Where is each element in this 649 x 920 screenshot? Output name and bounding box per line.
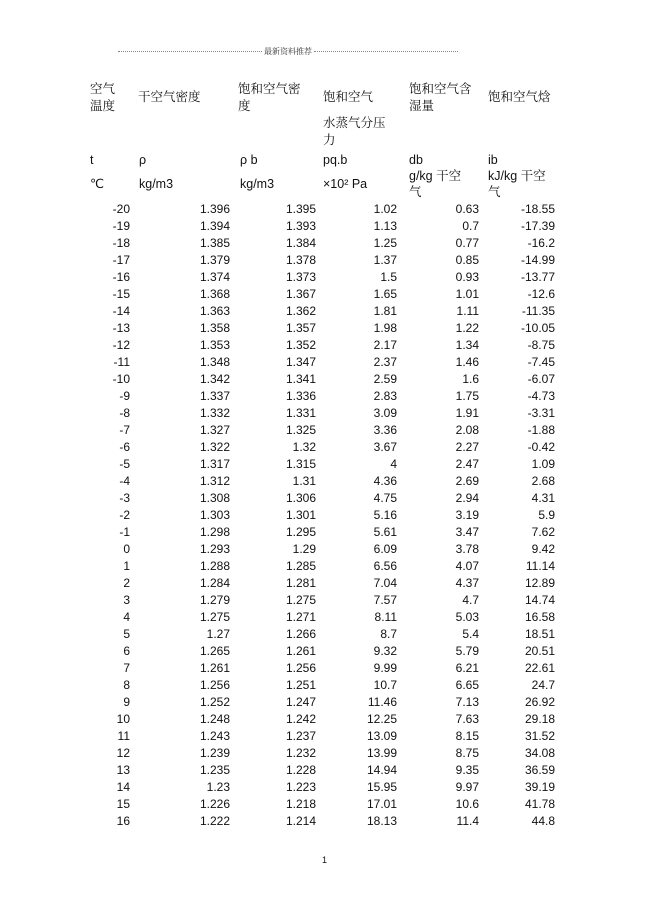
moisture-cell: 2.27 xyxy=(455,440,479,454)
enthalpy-cell: 5.9 xyxy=(538,508,555,522)
table-row xyxy=(0,388,649,405)
sat-density-cell: 1.32 xyxy=(292,440,316,454)
moisture-cell: 4.7 xyxy=(462,593,479,607)
temperature-cell: -15 xyxy=(112,287,130,301)
enthalpy-cell: 16.58 xyxy=(524,610,555,624)
temperature-cell: -8 xyxy=(119,406,130,420)
table-row xyxy=(0,303,649,320)
dry-density-cell: 1.252 xyxy=(199,695,230,709)
vapor-pressure-cell: 1.25 xyxy=(373,236,397,250)
sat-density-cell: 1.384 xyxy=(285,236,316,250)
symbol-rho: ρ xyxy=(139,153,147,167)
sat-density-cell: 1.247 xyxy=(285,695,316,709)
vapor-pressure-cell: 9.99 xyxy=(373,661,397,675)
dry-density-cell: 1.379 xyxy=(199,253,230,267)
table-row xyxy=(0,405,649,422)
vapor-pressure-cell: 1.13 xyxy=(373,219,397,233)
temperature-cell: 5 xyxy=(123,627,130,641)
temperature-cell: -20 xyxy=(112,202,130,216)
temperature-cell: -7 xyxy=(119,423,130,437)
dry-density-cell: 1.298 xyxy=(199,525,230,539)
table-row xyxy=(0,524,649,541)
enthalpy-cell: -7.45 xyxy=(527,355,555,369)
temperature-cell: 7 xyxy=(123,661,130,675)
moisture-cell: 1.75 xyxy=(455,389,479,403)
temperature-cell: 11 xyxy=(117,729,130,743)
vapor-pressure-cell: 6.09 xyxy=(373,542,397,556)
sat-density-cell: 1.237 xyxy=(285,729,316,743)
vapor-pressure-cell: 18.13 xyxy=(366,814,397,828)
sat-density-cell: 1.251 xyxy=(285,678,316,692)
table-row xyxy=(0,371,649,388)
enthalpy-cell: 36.59 xyxy=(524,763,555,777)
table-row xyxy=(0,762,649,779)
temperature-cell: -18 xyxy=(112,236,130,250)
data-table-body xyxy=(0,201,649,830)
temperature-cell: 8 xyxy=(123,678,130,692)
vapor-pressure-cell: 7.04 xyxy=(373,576,397,590)
vapor-pressure-cell: 1.02 xyxy=(373,202,397,216)
header-dots-left xyxy=(118,51,262,52)
table-row xyxy=(0,677,649,694)
temperature-cell: 13 xyxy=(116,763,130,777)
enthalpy-cell: 2.68 xyxy=(531,474,555,488)
sat-density-cell: 1.295 xyxy=(285,525,316,539)
enthalpy-cell: -16.2 xyxy=(527,236,555,250)
vapor-pressure-cell: 8.7 xyxy=(380,627,397,641)
sat-density-cell: 1.218 xyxy=(285,797,316,811)
enthalpy-cell: -6.07 xyxy=(527,372,555,386)
table-row xyxy=(0,643,649,660)
enthalpy-cell: 26.92 xyxy=(524,695,555,709)
moisture-cell: 0.63 xyxy=(455,202,479,216)
dry-density-cell: 1.226 xyxy=(199,797,230,811)
enthalpy-cell: 12.89 xyxy=(524,576,555,590)
dry-density-cell: 1.396 xyxy=(199,202,230,216)
enthalpy-cell: 1.09 xyxy=(531,457,555,471)
sat-density-cell: 1.325 xyxy=(285,423,316,437)
enthalpy-cell: -14.99 xyxy=(520,253,555,267)
moisture-cell: 1.22 xyxy=(455,321,479,335)
dry-density-cell: 1.348 xyxy=(199,355,230,369)
sat-density-cell: 1.261 xyxy=(285,644,316,658)
dry-density-cell: 1.239 xyxy=(199,746,230,760)
sat-density-cell: 1.306 xyxy=(285,491,316,505)
dry-density-cell: 1.303 xyxy=(199,508,230,522)
temperature-cell: 12 xyxy=(116,746,130,760)
sat-density-cell: 1.223 xyxy=(285,780,316,794)
table-row xyxy=(0,252,649,269)
vapor-pressure-cell: 1.98 xyxy=(373,321,397,335)
moisture-cell: 3.19 xyxy=(455,508,479,522)
sat-density-cell: 1.285 xyxy=(285,559,316,573)
dry-density-cell: 1.368 xyxy=(199,287,230,301)
dry-density-cell: 1.275 xyxy=(199,610,230,624)
enthalpy-cell: 18.51 xyxy=(524,627,555,641)
header-saturated-enthalpy: 饱和空气焓 xyxy=(488,90,551,104)
enthalpy-cell: -12.6 xyxy=(527,287,555,301)
table-row xyxy=(0,218,649,235)
enthalpy-cell: 4.31 xyxy=(531,491,555,505)
enthalpy-cell: -18.55 xyxy=(520,202,555,216)
dry-density-cell: 1.374 xyxy=(199,270,230,284)
moisture-cell: 9.35 xyxy=(455,763,479,777)
vapor-pressure-cell: 3.36 xyxy=(373,423,397,437)
temperature-cell: 16 xyxy=(116,814,130,828)
temperature-cell: -10 xyxy=(112,372,130,386)
sat-density-cell: 1.352 xyxy=(285,338,316,352)
enthalpy-cell: 20.51 xyxy=(524,644,555,658)
vapor-pressure-cell: 2.37 xyxy=(373,355,397,369)
dry-density-cell: 1.363 xyxy=(199,304,230,318)
dry-density-cell: 1.312 xyxy=(199,474,230,488)
enthalpy-cell: -4.73 xyxy=(527,389,555,403)
temperature-cell: 6 xyxy=(123,644,130,658)
dry-density-cell: 1.23 xyxy=(206,780,230,794)
dry-density-cell: 1.279 xyxy=(199,593,230,607)
vapor-pressure-cell: 2.17 xyxy=(373,338,397,352)
dry-density-cell: 1.288 xyxy=(199,559,230,573)
temperature-cell: 10 xyxy=(116,712,130,726)
moisture-cell: 2.08 xyxy=(455,423,479,437)
moisture-cell: 9.97 xyxy=(455,780,479,794)
unit-kg-m3-sat: kg/m3 xyxy=(240,177,275,191)
moisture-cell: 2.47 xyxy=(455,457,479,471)
temperature-cell: 3 xyxy=(123,593,130,607)
moisture-cell: 10.6 xyxy=(455,797,479,811)
vapor-pressure-cell: 2.83 xyxy=(373,389,397,403)
table-row xyxy=(0,439,649,456)
table-row xyxy=(0,473,649,490)
page-number: 1 xyxy=(321,855,327,865)
sat-density-cell: 1.266 xyxy=(285,627,316,641)
vapor-pressure-cell: 3.09 xyxy=(373,406,397,420)
dry-density-cell: 1.394 xyxy=(199,219,230,233)
vapor-pressure-cell: 6.56 xyxy=(373,559,397,573)
symbol-t: t xyxy=(90,153,94,167)
table-row xyxy=(0,558,649,575)
enthalpy-cell: -3.31 xyxy=(527,406,555,420)
temperature-cell: -14 xyxy=(112,304,130,318)
moisture-cell: 2.94 xyxy=(455,491,479,505)
enthalpy-cell: 14.74 xyxy=(524,593,555,607)
sat-density-cell: 1.336 xyxy=(285,389,316,403)
vapor-pressure-cell: 1.5 xyxy=(380,270,397,284)
table-row xyxy=(0,490,649,507)
vapor-pressure-cell: 11.46 xyxy=(367,695,397,709)
vapor-pressure-cell: 12.25 xyxy=(366,712,397,726)
dry-density-cell: 1.261 xyxy=(199,661,230,675)
table-row xyxy=(0,354,649,371)
dry-density-cell: 1.256 xyxy=(199,678,230,692)
table-row xyxy=(0,320,649,337)
sat-density-cell: 1.242 xyxy=(285,712,316,726)
temperature-cell: -1 xyxy=(119,525,130,539)
sat-density-cell: 1.31 xyxy=(292,474,316,488)
header-saturated-air-density: 饱和空气密 度 xyxy=(238,82,301,113)
dry-density-cell: 1.243 xyxy=(199,729,230,743)
sat-density-cell: 1.362 xyxy=(285,304,316,318)
sat-density-cell: 1.315 xyxy=(285,457,316,471)
moisture-cell: 7.63 xyxy=(455,712,479,726)
temperature-cell: -5 xyxy=(119,457,130,471)
temperature-cell: -9 xyxy=(119,389,130,403)
vapor-pressure-cell: 10.7 xyxy=(373,678,397,692)
vapor-pressure-cell: 17.01 xyxy=(366,797,397,811)
unit-pressure: ×10² Pa xyxy=(323,177,368,191)
sat-density-cell: 1.301 xyxy=(285,508,316,522)
moisture-cell: 5.4 xyxy=(462,627,479,641)
moisture-cell: 6.65 xyxy=(455,678,479,692)
sat-density-cell: 1.275 xyxy=(285,593,316,607)
page-header xyxy=(118,44,458,58)
table-row xyxy=(0,235,649,252)
sat-density-cell: 1.214 xyxy=(285,814,316,828)
table-row xyxy=(0,201,649,218)
sat-density-cell: 1.256 xyxy=(285,661,316,675)
vapor-pressure-cell: 4 xyxy=(390,457,397,471)
moisture-cell: 3.78 xyxy=(455,542,479,556)
table-row xyxy=(0,269,649,286)
temperature-cell: -3 xyxy=(119,491,130,505)
table-row xyxy=(0,796,649,813)
temperature-cell: 1 xyxy=(123,559,130,573)
symbol-rho-b: ρ b xyxy=(240,153,258,167)
sat-density-cell: 1.228 xyxy=(285,763,316,777)
dry-density-cell: 1.353 xyxy=(199,338,230,352)
table-row xyxy=(0,660,649,677)
page-header-text: 最新资料推荐 xyxy=(264,46,312,56)
temperature-cell: -16 xyxy=(112,270,130,284)
moisture-cell: 6.21 xyxy=(455,661,479,675)
unit-kg-m3: kg/m3 xyxy=(139,177,174,191)
symbol-ib: ib xyxy=(488,153,498,167)
unit-kj-per-kg: kJ/kg 干空 气 xyxy=(488,169,546,199)
temperature-cell: -6 xyxy=(119,440,130,454)
temperature-cell: -11 xyxy=(113,355,130,369)
sat-density-cell: 1.395 xyxy=(285,202,316,216)
moisture-cell: 5.03 xyxy=(455,610,479,624)
header-air-temperature: 空气 温度 xyxy=(90,82,116,113)
header-dots-right xyxy=(314,51,458,52)
moisture-cell: 1.01 xyxy=(455,287,479,301)
sat-density-cell: 1.367 xyxy=(285,287,316,301)
vapor-pressure-cell: 8.11 xyxy=(374,610,397,624)
enthalpy-cell: 9.42 xyxy=(531,542,555,556)
sat-density-cell: 1.378 xyxy=(285,253,316,267)
symbol-db: db xyxy=(409,153,423,167)
table-row xyxy=(0,592,649,609)
sat-density-cell: 1.232 xyxy=(285,746,316,760)
moisture-cell: 0.93 xyxy=(455,270,479,284)
temperature-cell: -19 xyxy=(112,219,130,233)
moisture-cell: 0.7 xyxy=(462,219,479,233)
dry-density-cell: 1.317 xyxy=(199,457,230,471)
enthalpy-cell: -13.77 xyxy=(520,270,555,284)
sat-density-cell: 1.341 xyxy=(285,372,316,386)
table-row xyxy=(0,456,649,473)
dry-density-cell: 1.342 xyxy=(199,372,230,386)
enthalpy-cell: -8.75 xyxy=(527,338,555,352)
vapor-pressure-cell: 1.81 xyxy=(373,304,397,318)
moisture-cell: 11.4 xyxy=(456,814,479,828)
temperature-cell: 9 xyxy=(123,695,130,709)
table-row xyxy=(0,507,649,524)
vapor-pressure-cell: 7.57 xyxy=(373,593,397,607)
sat-density-cell: 1.347 xyxy=(285,355,316,369)
enthalpy-cell: 24.7 xyxy=(531,678,555,692)
enthalpy-cell: -0.42 xyxy=(527,440,555,454)
unit-celsius: ℃ xyxy=(90,177,105,191)
vapor-pressure-cell: 5.61 xyxy=(373,525,397,539)
moisture-cell: 1.91 xyxy=(455,406,479,420)
moisture-cell: 2.69 xyxy=(455,474,479,488)
temperature-cell: -13 xyxy=(112,321,130,335)
sat-density-cell: 1.331 xyxy=(285,406,316,420)
moisture-cell: 0.85 xyxy=(455,253,479,267)
enthalpy-cell: 11.14 xyxy=(525,559,555,573)
enthalpy-cell: 34.08 xyxy=(524,746,555,760)
dry-density-cell: 1.327 xyxy=(199,423,230,437)
enthalpy-cell: 39.19 xyxy=(524,780,555,794)
vapor-pressure-cell: 14.94 xyxy=(366,763,397,777)
temperature-cell: -2 xyxy=(119,508,130,522)
temperature-cell: 4 xyxy=(123,610,130,624)
sat-density-cell: 1.373 xyxy=(285,270,316,284)
sat-density-cell: 1.271 xyxy=(285,610,316,624)
moisture-cell: 4.37 xyxy=(455,576,479,590)
temperature-cell: 0 xyxy=(123,542,130,556)
unit-g-per-kg: g/kg 干空 气 xyxy=(409,169,462,199)
enthalpy-cell: 44.8 xyxy=(531,814,555,828)
dry-density-cell: 1.27 xyxy=(206,627,230,641)
temperature-cell: 14 xyxy=(116,780,130,794)
temperature-cell: -4 xyxy=(119,474,130,488)
vapor-pressure-cell: 5.16 xyxy=(373,508,397,522)
temperature-cell: -12 xyxy=(112,338,130,352)
dry-density-cell: 1.235 xyxy=(199,763,230,777)
sat-density-cell: 1.357 xyxy=(285,321,316,335)
enthalpy-cell: -11.35 xyxy=(521,304,555,318)
dry-density-cell: 1.337 xyxy=(199,389,230,403)
moisture-cell: 3.47 xyxy=(455,525,479,539)
vapor-pressure-cell: 4.36 xyxy=(373,474,397,488)
vapor-pressure-cell: 15.95 xyxy=(366,780,397,794)
table-row xyxy=(0,745,649,762)
header-saturated-air: 饱和空气 xyxy=(323,90,374,104)
table-row xyxy=(0,541,649,558)
table-row xyxy=(0,609,649,626)
sat-density-cell: 1.393 xyxy=(285,219,316,233)
table-row xyxy=(0,337,649,354)
enthalpy-cell: -17.39 xyxy=(520,219,555,233)
enthalpy-cell: 31.52 xyxy=(524,729,555,743)
table-row xyxy=(0,728,649,745)
dry-density-cell: 1.322 xyxy=(199,440,230,454)
enthalpy-cell: 41.78 xyxy=(524,797,555,811)
moisture-cell: 1.46 xyxy=(455,355,479,369)
moisture-cell: 7.13 xyxy=(455,695,479,709)
moisture-cell: 8.15 xyxy=(455,729,479,743)
dry-density-cell: 1.265 xyxy=(199,644,230,658)
symbol-pqb: pq.b xyxy=(323,153,348,167)
table-row xyxy=(0,575,649,592)
vapor-pressure-cell: 9.32 xyxy=(373,644,397,658)
table-row xyxy=(0,694,649,711)
dry-density-cell: 1.332 xyxy=(199,406,230,420)
table-row xyxy=(0,626,649,643)
vapor-pressure-cell: 13.99 xyxy=(366,746,397,760)
table-row xyxy=(0,711,649,728)
dry-density-cell: 1.248 xyxy=(199,712,230,726)
enthalpy-cell: 22.61 xyxy=(524,661,555,675)
moisture-cell: 4.07 xyxy=(455,559,479,573)
moisture-cell: 1.34 xyxy=(455,338,479,352)
temperature-cell: 15 xyxy=(116,797,130,811)
moisture-cell: 0.77 xyxy=(455,236,479,250)
dry-density-cell: 1.293 xyxy=(199,542,230,556)
enthalpy-cell: -1.88 xyxy=(527,423,555,437)
dry-density-cell: 1.222 xyxy=(199,814,230,828)
moisture-cell: 5.79 xyxy=(455,644,479,658)
table-row xyxy=(0,779,649,796)
dry-density-cell: 1.385 xyxy=(199,236,230,250)
vapor-pressure-cell: 1.65 xyxy=(373,287,397,301)
temperature-cell: -17 xyxy=(112,253,130,267)
dry-density-cell: 1.284 xyxy=(199,576,230,590)
vapor-pressure-cell: 1.37 xyxy=(373,253,397,267)
dry-density-cell: 1.358 xyxy=(199,321,230,335)
header-dry-air-density: 干空气密度 xyxy=(138,90,201,104)
moisture-cell: 8.75 xyxy=(455,746,479,760)
enthalpy-cell: -10.05 xyxy=(520,321,555,335)
vapor-pressure-cell: 13.09 xyxy=(366,729,397,743)
vapor-pressure-cell: 3.67 xyxy=(373,440,397,454)
enthalpy-cell: 7.62 xyxy=(531,525,555,539)
header-vapor-partial-pressure: 水蒸气分压 力 xyxy=(323,116,386,147)
enthalpy-cell: 29.18 xyxy=(524,712,555,726)
moisture-cell: 1.11 xyxy=(456,304,479,318)
header-moisture-content: 饱和空气含 湿量 xyxy=(409,82,472,113)
vapor-pressure-cell: 2.59 xyxy=(373,372,397,386)
table-row xyxy=(0,422,649,439)
moisture-cell: 1.6 xyxy=(462,372,479,386)
temperature-cell: 2 xyxy=(123,576,130,590)
sat-density-cell: 1.29 xyxy=(292,542,316,556)
table-row xyxy=(0,286,649,303)
dry-density-cell: 1.308 xyxy=(199,491,230,505)
vapor-pressure-cell: 4.75 xyxy=(373,491,397,505)
sat-density-cell: 1.281 xyxy=(285,576,316,590)
table-row xyxy=(0,813,649,830)
